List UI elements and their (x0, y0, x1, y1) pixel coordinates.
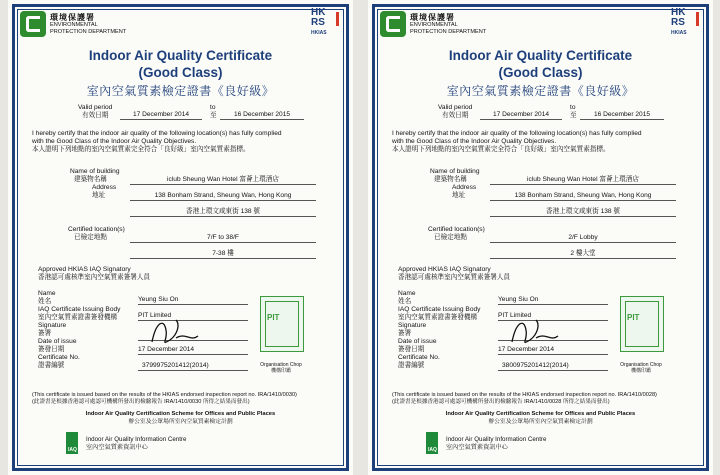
scheme-name-en: Indoor Air Quality Certification Scheme for Offices and Public Places (445, 411, 636, 417)
address-en: 138 Bonham Strand, Sheung Wan, Hong Kong (154, 192, 292, 199)
certificate-no-label-zh: 證書編號 (398, 362, 425, 369)
certified-location-zh: 7-38 樓 (212, 250, 234, 257)
department-name-en-line2: PROTECTION DEPARTMENT (410, 29, 487, 35)
hkias-label: HKIAS (311, 30, 327, 36)
address-label-zh: 地址 (92, 192, 106, 199)
signature-label-en: Signature (38, 322, 67, 329)
address-label-zh: 地址 (452, 192, 466, 199)
valid-to-date: 16 December 2015 (233, 111, 291, 118)
valid-from-date: 17 December 2014 (132, 111, 190, 118)
certificate-class-en: (Good Class) (498, 65, 583, 80)
certified-locations-label-en: Certified location(s) (428, 226, 485, 233)
info-centre-name-zh: 室內空氣質素資訊中心 (86, 444, 148, 451)
certified-locations-label-zh: 已檢定地點 (74, 234, 107, 241)
issue-date-label-en: Date of issue (38, 338, 77, 345)
certification-statement-line1: I hereby certify that the indoor air quality of the following location(s) has fully complied (32, 130, 282, 137)
chop-stamp-text: PIT (267, 313, 280, 322)
building-name: iclub Sheung Wan Hotel 富薈上環酒店 (167, 176, 279, 183)
organisation-chop-caption (614, 362, 668, 374)
department-name-en-line1: ENVIRONMENTAL (410, 22, 458, 28)
name-label-zh: 姓名 (398, 298, 412, 305)
hkias-logo-icon: HK RS HKIAS (671, 8, 701, 36)
issuing-body-label-zh: 室內空氣質素證書簽發機構 (398, 314, 478, 321)
certificate-title-zh: 室內空氣質素檢定證書《良好級》 (86, 84, 275, 98)
department-name-en-line2: PROTECTION DEPARTMENT (50, 29, 127, 35)
certification-statement-line2: with the Good Class of the Indoor Air Quality Objectives. (392, 138, 557, 145)
signatory-name: Yeung Siu On (498, 296, 539, 303)
department-name-en-line1: ENVIRONMENTAL (50, 22, 98, 28)
to-label-en: to (210, 104, 216, 111)
certificate-title-en: Indoor Air Quality Certificate (448, 48, 633, 63)
certificate-title-en: Indoor Air Quality Certificate (88, 48, 273, 63)
epd-logo-icon (380, 11, 406, 37)
building-label-zh: 建築物名稱 (434, 176, 467, 183)
inspection-report-note-en: (This certificate is issued based on the results of the HKIAS endorsed inspection report no. IRA/1410/0028) (392, 392, 657, 398)
building-label-zh: 建築物名稱 (74, 176, 107, 183)
organisation-chop-stamp (260, 296, 304, 352)
department-name-zh: 環境保護署 (410, 13, 455, 22)
iaq-logo-text: IAQ (68, 447, 77, 453)
organisation-chop-caption (254, 362, 308, 374)
chop-caption-zh: 機構印鑑 (630, 368, 651, 374)
certificate-no-label-en: Certificate No. (38, 354, 80, 361)
signature-label-en: Signature (398, 322, 427, 329)
issue-date-label-en: Date of issue (398, 338, 437, 345)
address-label-en: Address (452, 184, 477, 191)
inspection-report-note (32, 392, 335, 406)
iaq-logo-icon (426, 432, 438, 454)
valid-to-date: 16 December 2015 (593, 111, 651, 118)
scheme-name-zh: 辦公室及公眾場所室內空氣質素檢定計劃 (128, 419, 233, 425)
certified-locations-label-en: Certified location(s) (68, 226, 125, 233)
address-zh: 香港上環文咸東街 138 號 (185, 208, 260, 215)
address-label-en: Address (92, 184, 117, 191)
address-zh: 香港上環文咸東街 138 號 (545, 208, 620, 215)
certificate-left (8, 0, 353, 475)
name-label-zh: 姓名 (38, 298, 52, 305)
issue-date: 17 December 2014 (138, 346, 195, 353)
iaq-logo-icon (66, 432, 78, 454)
certified-location-zh: 2 樓大堂 (570, 250, 596, 257)
chop-caption-zh: 機構印鑑 (270, 368, 291, 374)
valid-period-label-zh: 有效日期 (82, 112, 109, 119)
certificate-right (368, 0, 713, 475)
valid-period-label-zh: 有效日期 (442, 112, 469, 119)
certificate-no-label-zh: 證書編號 (38, 362, 65, 369)
issuing-body-label-en: IAQ Certificate Issuing Body (38, 306, 121, 313)
department-name-en (50, 22, 126, 36)
signatory-heading-zh: 香港認可處核準室內空氣質素簽署人員 (38, 274, 151, 281)
issue-date: 17 December 2014 (498, 346, 555, 353)
valid-from-date: 17 December 2014 (492, 111, 550, 118)
info-centre-name-en: Indoor Air Quality Information Centre (86, 436, 187, 443)
address-en: 138 Bonham Strand, Sheung Wan, Hong Kong (514, 192, 652, 199)
certification-statement-zh: 本人證明下列地點的室內空氣質素完全符合「良好級」室內空氣質素指標。 (392, 146, 610, 153)
certification-statement-zh: 本人證明下列地點的室內空氣質素完全符合「良好級」室內空氣質素指標。 (32, 146, 250, 153)
building-label-en: Name of building (430, 168, 480, 175)
department-name-en (410, 22, 486, 36)
issue-date-label-zh: 簽發日期 (398, 346, 425, 353)
organisation-chop-stamp (620, 296, 664, 352)
name-label-en: Name (398, 290, 416, 297)
to-label-zh: 至 (570, 112, 577, 119)
certificate-number: 3799975201412(2014) (142, 362, 209, 369)
hkias-logo-icon: HK RS HKIAS (311, 8, 341, 36)
signatory-name: Yeung Siu On (138, 296, 179, 303)
info-centre-name-en: Indoor Air Quality Information Centre (446, 436, 547, 443)
issuing-body-label-zh: 室內空氣質素證書簽發機構 (38, 314, 118, 321)
certification-statement (392, 130, 689, 154)
signature-label-zh: 簽署 (38, 330, 52, 337)
certificate-number: 3800975201412(2014) (502, 362, 569, 369)
valid-period-label-en: Valid period (78, 104, 113, 111)
signatory-heading-en: Approved HKIAS IAQ Signatory (398, 266, 491, 273)
to-label-zh: 至 (210, 112, 217, 119)
certified-locations-label-zh: 已檢定地點 (434, 234, 467, 241)
chop-stamp-text: PIT (627, 313, 640, 322)
inspection-report-note-en: (This certificate is issued based on the results of the HKIAS endorsed inspection report no. IRA/1410/0030) (32, 392, 297, 398)
certificate-class-en: (Good Class) (138, 65, 223, 80)
epd-logo-icon (20, 11, 46, 37)
name-label-en: Name (38, 290, 56, 297)
chop-caption-en: Organisation Chop (620, 362, 662, 368)
valid-period-label-en: Valid period (438, 104, 473, 111)
issue-date-label-zh: 簽發日期 (38, 346, 65, 353)
certification-statement-line1: I hereby certify that the indoor air quality of the following location(s) has fully complied (392, 130, 642, 137)
certification-statement-line2: with the Good Class of the Indoor Air Quality Objectives. (32, 138, 197, 145)
issuing-body-name: PIT Limited (498, 312, 532, 319)
issuing-body-label-en: IAQ Certificate Issuing Body (398, 306, 481, 313)
signatory-heading-zh: 香港認可處核準室內空氣質素簽署人員 (398, 274, 511, 281)
building-label-en: Name of building (70, 168, 120, 175)
scheme-name-en: Indoor Air Quality Certification Scheme for Offices and Public Places (85, 411, 276, 417)
certificate-title-zh: 室內空氣質素檢定證書《良好級》 (446, 84, 635, 98)
scheme-name-zh: 辦公室及公眾場所室內空氣質素檢定計劃 (488, 419, 593, 425)
signatory-heading-en: Approved HKIAS IAQ Signatory (38, 266, 131, 273)
signature-label-zh: 簽署 (398, 330, 412, 337)
chop-caption-en: Organisation Chop (260, 362, 302, 368)
to-label-en: to (570, 104, 576, 111)
hkias-label: HKIAS (671, 30, 687, 36)
info-centre-name-zh: 室內空氣質素資訊中心 (446, 444, 508, 451)
certification-statement (32, 130, 329, 154)
certified-location-en: 2/F Lobby (568, 234, 598, 241)
department-name-zh: 環境保護署 (50, 13, 95, 22)
iaq-logo-text: IAQ (428, 447, 437, 453)
certificate-no-label-en: Certificate No. (398, 354, 440, 361)
issuing-body-name: PIT Limited (138, 312, 172, 319)
building-name: iclub Sheung Wan Hotel 富薈上環酒店 (527, 176, 639, 183)
inspection-report-note-zh: (此證書是根據香港認可處認可機構所發出的檢驗報告 IRA/1410/0030 所得之結果而發出) (32, 399, 250, 405)
inspection-report-note-zh: (此證書是根據香港認可處認可機構所發出的檢驗報告 IRA/1410/0028 所得之結果而發出) (392, 399, 610, 405)
certified-location-en: 7/F to 38/F (207, 234, 239, 241)
inspection-report-note (392, 392, 695, 406)
